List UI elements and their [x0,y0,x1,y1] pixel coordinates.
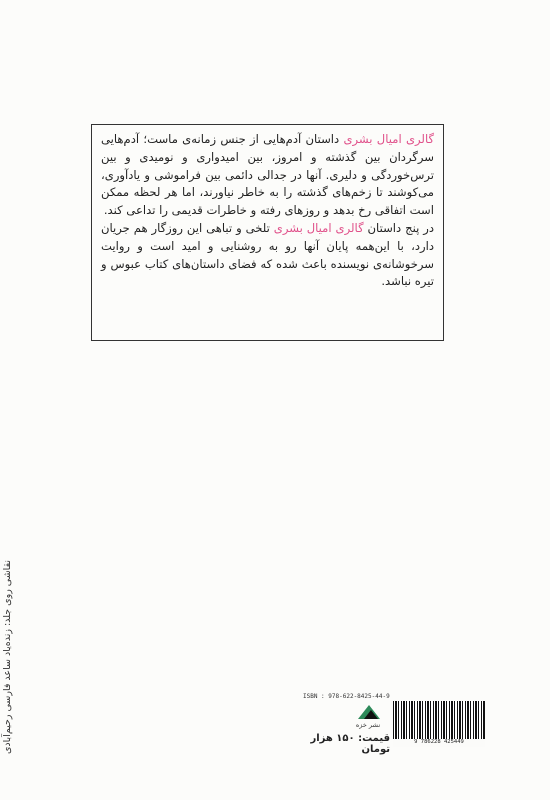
barcode-number: 9 786228 425449 [393,739,485,747]
barcode [393,701,485,739]
publisher-name: نشر خزه [355,721,381,729]
price-label: قیمت: ۱۵۰ هزار تومان [310,733,390,755]
isbn-label: ISBN : 978-622-8425-44-9 [303,693,390,700]
description-box [91,124,444,341]
publisher-logo-icon [355,701,383,723]
description-paragraph-1: گالری امیال بشری داستان آدم‌هایی از جنس زمانه‌ی ماست؛ آدم‌هایی سرگردان بین گذشته و امروز، بین امیدواری و نومیدی و بین ترس‌خوردگی و دلیری. آنها در جدالی دائمی بین فراموشی و یادآوری، می‌کوشند تا زخم‌های گذشته را به خاطر نیاورند، اما هر لحظه ممکن است اتفاقی رخ بدهد و روزهای رفته و خاطرات قدیمی را تداعی کند. [101,132,434,218]
book-title-highlight: گالری امیال بشری [273,220,364,235]
cover-art-credit: نقاشی روی جلد: زنده‌یاد ساعد فارسی رحیم‌آبادی [2,560,13,755]
book-title-highlight: گالری امیال بشری [343,132,434,146]
description-paragraph-2: در پنج داستان گالری امیال بشری تلخی و تباهی این روزگار هم جریان دارد، با این‌همه پایان آنها رو به روشنایی و امید است و روایت سرخوشانه‌ی نویسنده باعث شده که فضای داستان‌های کتاب عبوس و تیره نباشد. [101,220,434,289]
